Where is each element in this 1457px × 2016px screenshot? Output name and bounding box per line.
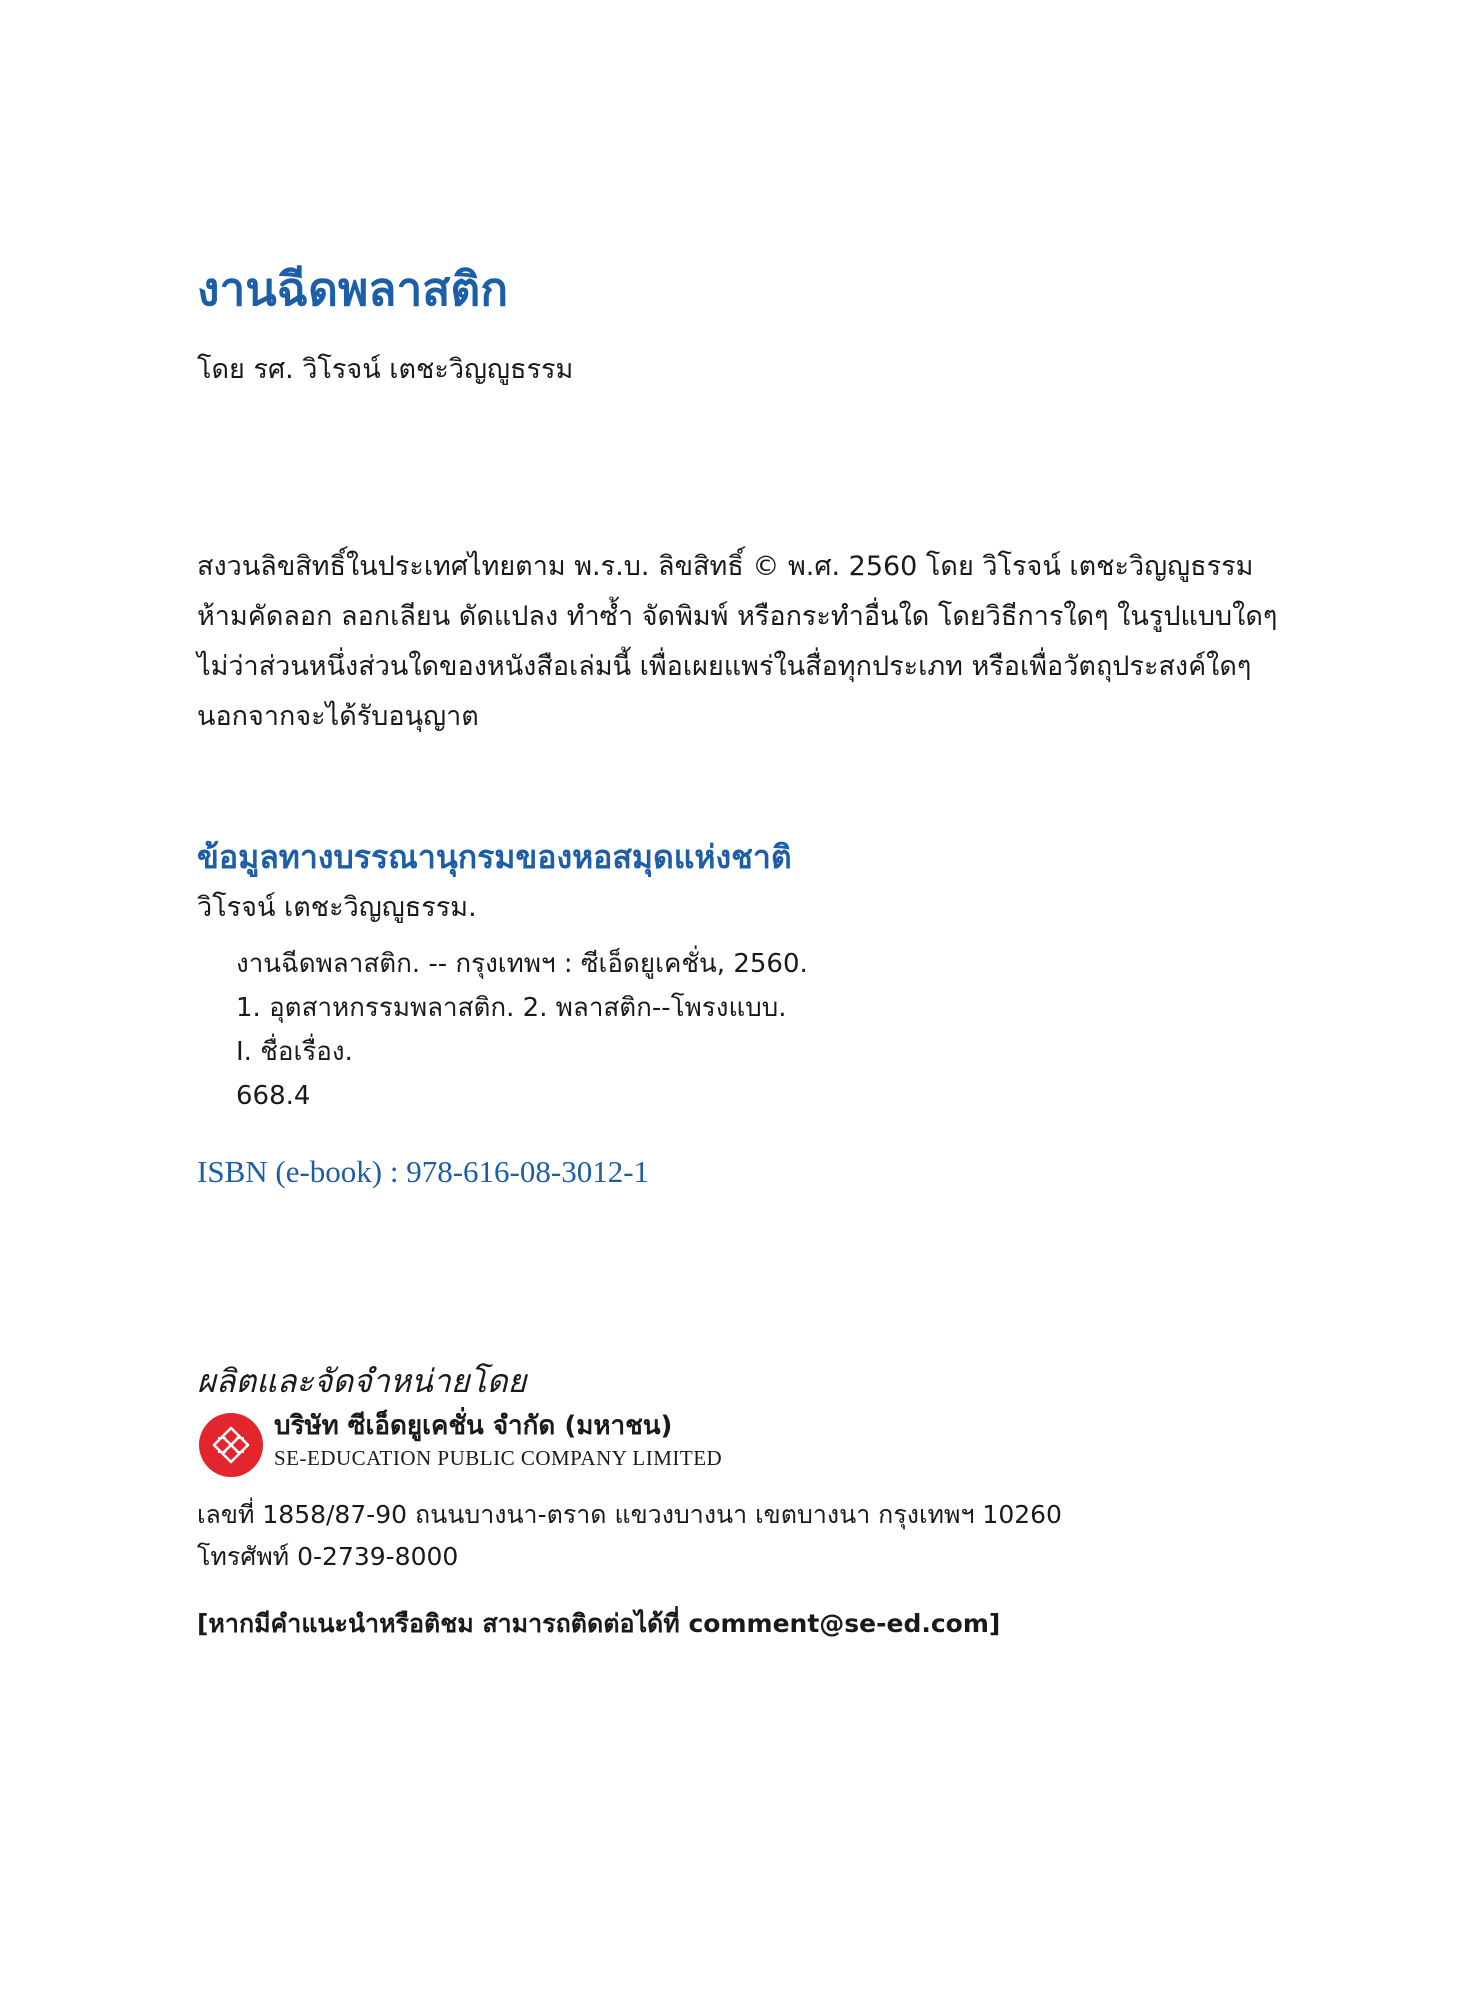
cip-line: 1. อุตสาหกรรมพลาสติก. 2. พลาสติก--โพรงแบบ.	[236, 993, 787, 1023]
book-title: งานฉีดพลาสติก	[197, 262, 509, 316]
cip-line: 668.4	[236, 1081, 311, 1111]
company-name-thai: บริษัท ซีเอ็ดยูเคชั่น จำกัด (มหาชน)	[274, 1411, 673, 1441]
cip-line: งานฉีดพลาสติก. -- กรุงเทพฯ : ซีเอ็ดยูเคชั่น, 2560.	[236, 949, 808, 979]
phone-line: โทรศัพท์ 0-2739-8000	[197, 1542, 459, 1571]
se-ed-logo-icon	[198, 1412, 264, 1478]
comment-contact: [หากมีคำแนะนำหรือติชม สามารถติดต่อได้ที่ comment@se-ed.com]	[197, 1609, 1001, 1638]
publisher-heading: ผลิตและจัดจำหน่ายโดย	[197, 1362, 527, 1400]
cip-author: วิโรจน์ เตชะวิญญูธรรม.	[197, 892, 477, 923]
cip-heading: ข้อมูลทางบรรณานุกรมของหอสมุดแห่งชาติ	[197, 838, 792, 876]
copyright-line: สงวนลิขสิทธิ์ในประเทศไทยตาม พ.ร.บ. ลิขสิทธิ์ © พ.ศ. 2560 โดย วิโรจน์ เตชะวิญญูธรรม	[197, 551, 1254, 582]
copyright-line: นอกจากจะได้รับอนุญาต	[197, 701, 479, 732]
copyright-notice	[197, 542, 1277, 742]
se-ed-logo-graphic	[198, 1412, 264, 1478]
company-name-english: SE-EDUCATION PUBLIC COMPANY LIMITED	[274, 1446, 723, 1470]
cip-line: I. ชื่อเรื่อง.	[236, 1037, 353, 1067]
author-line: โดย รศ. วิโรจน์ เตชะวิญญูธรรม	[197, 354, 574, 385]
cip-entry	[236, 942, 808, 1118]
copyright-line: ห้ามคัดลอก ลอกเลียน ดัดแปลง ทำซ้ำ จัดพิมพ์ หรือกระทำอื่นใด โดยวิธีการใดๆ ในรูปแบบใดๆ	[197, 601, 1278, 632]
isbn: ISBN (e-book) : 978-616-08-3012-1	[197, 1154, 650, 1189]
copyright-line: ไม่ว่าส่วนหนึ่งส่วนใดของหนังสือเล่มนี้ เพื่อเผยแพร่ในสื่อทุกประเภท หรือเพื่อวัตถุประสงค์ใดๆ	[197, 651, 1252, 682]
address-line: เลขที่ 1858/87-90 ถนนบางนา-ตราด แขวงบางนา เขตบางนา กรุงเทพฯ 10260	[197, 1500, 1062, 1529]
publisher-address	[197, 1494, 1062, 1578]
